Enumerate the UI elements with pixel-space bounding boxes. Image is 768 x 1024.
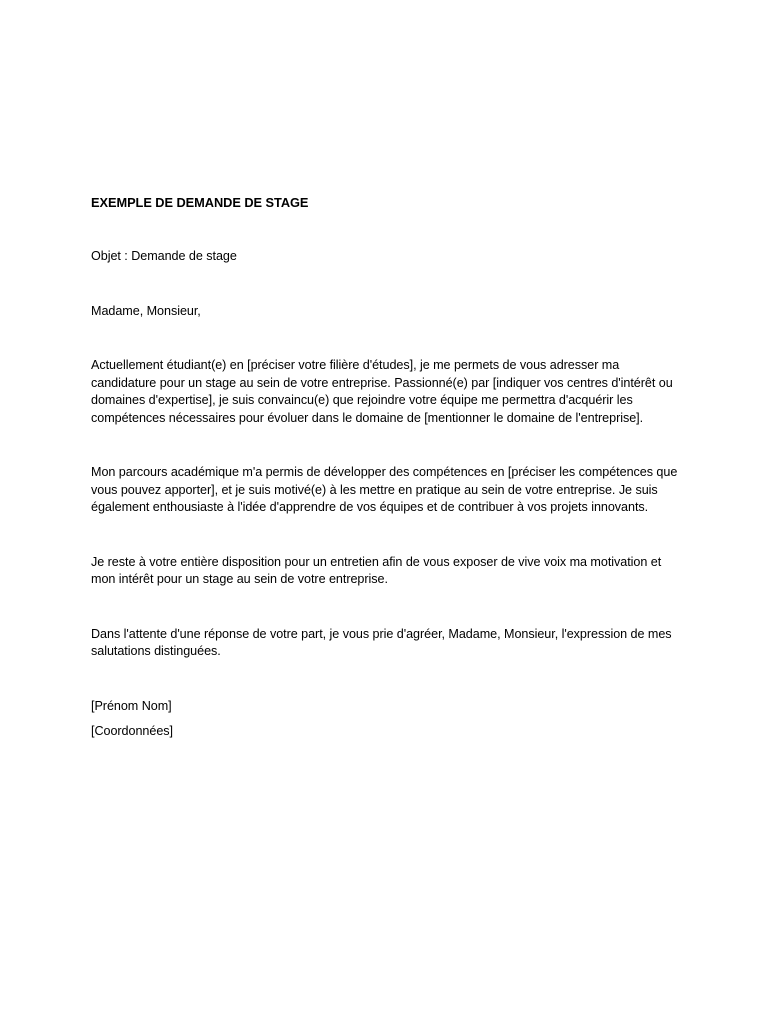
paragraph-text: Mon parcours académique m'a permis de développer des compétences en [préciser les compétences que vous pouvez apporter], et je suis motivé(e) à les mettre en pratique au sein de votre entreprise. Je suis également enthousiaste à l'idée d'apprendre de vos équipes et de contribuer à vos projets innovants. — [91, 465, 678, 514]
paragraph-text: Dans l'attente d'une réponse de votre part, je vous prie d'agréer, Madame, Monsieur, l'expression de mes salutations distinguées. — [91, 626, 672, 658]
paragraph-1 — [91, 357, 687, 427]
paragraph-2 — [91, 464, 687, 517]
salutation: Madame, Monsieur, — [91, 303, 201, 318]
paragraph-3 — [91, 554, 687, 589]
document-title: EXEMPLE DE DEMANDE DE STAGE — [91, 195, 309, 210]
paragraph-text: Je reste à votre entière disposition pour un entretien afin de vous exposer de vive voix ma motivation et mon intérêt pour un stage au sein de votre entreprise. — [91, 554, 662, 586]
signature-details: [Coordonnées] — [91, 724, 173, 738]
letter-body — [91, 194, 687, 741]
object-line: Objet : Demande de stage — [91, 249, 237, 263]
paragraph-text: Actuellement étudiant(e) en [préciser votre filière d'études], je me permets de vous adresser ma candidature pour un stage au sein de votre entreprise. Passionné(e) par [indiquer vos centres d'intérêt ou domaines d'expertise], je suis convaincu(e) que rejoindre votre équipe me permettra d'acquérir les compétences nécessaires pour évoluer dans le domaine de [mentionner le domaine de l'entreprise]. — [91, 358, 673, 425]
signature-name: [Prénom Nom] — [91, 698, 172, 713]
paragraph-4 — [91, 626, 687, 661]
